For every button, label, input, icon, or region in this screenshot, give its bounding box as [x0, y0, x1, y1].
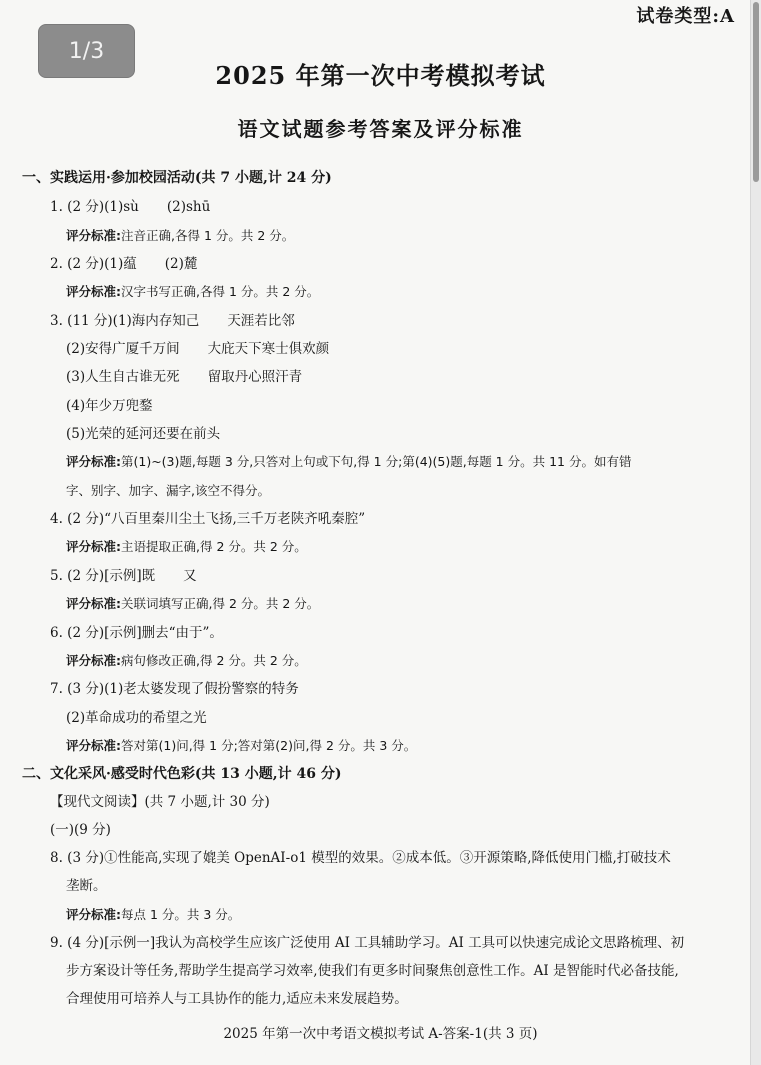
question-3-part-5: (5)光荣的延河还要在前头	[66, 426, 221, 442]
question-9-line-3: 合理使用可培养人与工具协作的能力,适应未来发展趋势。	[66, 991, 408, 1007]
grading-standard-3: 评分标准:第(1)~(3)题,每题 3 分,只答对上句或下句,得 1 分;第(4)(5)题,每题 1 分。共 11 分。如有错	[66, 454, 632, 469]
grading-standard-6: 评分标准:病句修改正确,得 2 分。共 2 分。	[66, 653, 307, 668]
question-5: 5. (2 分)[示例]既 又	[50, 568, 197, 584]
question-9: 9. (4 分)[示例一]我认为高校学生应该广泛使用 AI 工具辅助学习。AI 工具可以快速完成论文思路梳理、初	[50, 935, 685, 951]
question-4: 4. (2 分)“八百里秦川尘土飞扬,三千万老陕齐吼秦腔”	[50, 511, 366, 527]
question-9-line-2: 步方案设计等任务,帮助学生提高学习效率,使我们有更多时间聚焦创意性工作。AI 是智能时代必备技能,	[66, 963, 679, 979]
scrollbar-thumb[interactable]	[753, 2, 759, 182]
question-1: 1. (2 分)(1)sù (2)shū	[50, 199, 211, 215]
question-2: 2. (2 分)(1)蕴 (2)麓	[50, 256, 198, 272]
question-3-part-3: (3)人生自古谁无死 留取丹心照汗青	[66, 369, 303, 385]
page-title: 2025 年第一次中考模拟考试	[215, 61, 546, 90]
question-7-part-2: (2)革命成功的希望之光	[66, 710, 207, 726]
page-subtitle: 语文试题参考答案及评分标准	[237, 117, 524, 141]
grading-standard-8: 评分标准:每点 1 分。共 3 分。	[66, 907, 241, 922]
grading-standard-4: 评分标准:主语提取正确,得 2 分。共 2 分。	[66, 539, 307, 554]
question-3: 3. (11 分)(1)海内存知己 天涯若比邻	[50, 313, 295, 329]
reading-heading: 【现代文阅读】(共 7 小题,计 30 分)	[50, 794, 270, 810]
question-3-part-2: (2)安得广厦千万间 大庇天下寒士俱欢颜	[66, 341, 330, 357]
part-1-heading: (一)(9 分)	[50, 822, 111, 838]
grading-standard-3-cont: 字、别字、加字、漏字,该空不得分。	[66, 483, 270, 498]
grading-standard-7: 评分标准:答对第(1)问,得 1 分;答对第(2)问,得 2 分。共 3 分。	[66, 738, 417, 753]
question-8: 8. (3 分)①性能高,实现了媲美 OpenAI-o1 模型的效果。②成本低。③开源策略,降低使用门槛,打破技术	[50, 850, 671, 866]
question-7: 7. (3 分)(1)老太婆发现了假扮警察的特务	[50, 681, 299, 697]
page-footer: 2025 年第一次中考语文模拟考试 A-答案-1(共 3 页)	[223, 1026, 538, 1042]
question-6: 6. (2 分)[示例]删去“由于”。	[50, 625, 223, 641]
question-3-part-4: (4)年少万兜鍪	[66, 398, 153, 414]
section-1-heading: 一、实践运用·参加校园活动(共 7 小题,计 24 分)	[22, 170, 332, 186]
grading-standard-1: 评分标准:注音正确,各得 1 分。共 2 分。	[66, 228, 295, 243]
vertical-scrollbar[interactable]	[750, 0, 761, 1065]
page-indicator[interactable]: 1/3	[38, 24, 135, 78]
grading-standard-5: 评分标准:关联词填写正确,得 2 分。共 2 分。	[66, 596, 320, 611]
question-8-cont: 垄断。	[66, 878, 107, 894]
grading-standard-2: 评分标准:汉字书写正确,各得 1 分。共 2 分。	[66, 284, 320, 299]
section-2-heading: 二、文化采风·感受时代色彩(共 13 小题,计 46 分)	[22, 766, 342, 782]
exam-type-label: 试卷类型:A	[636, 6, 735, 27]
